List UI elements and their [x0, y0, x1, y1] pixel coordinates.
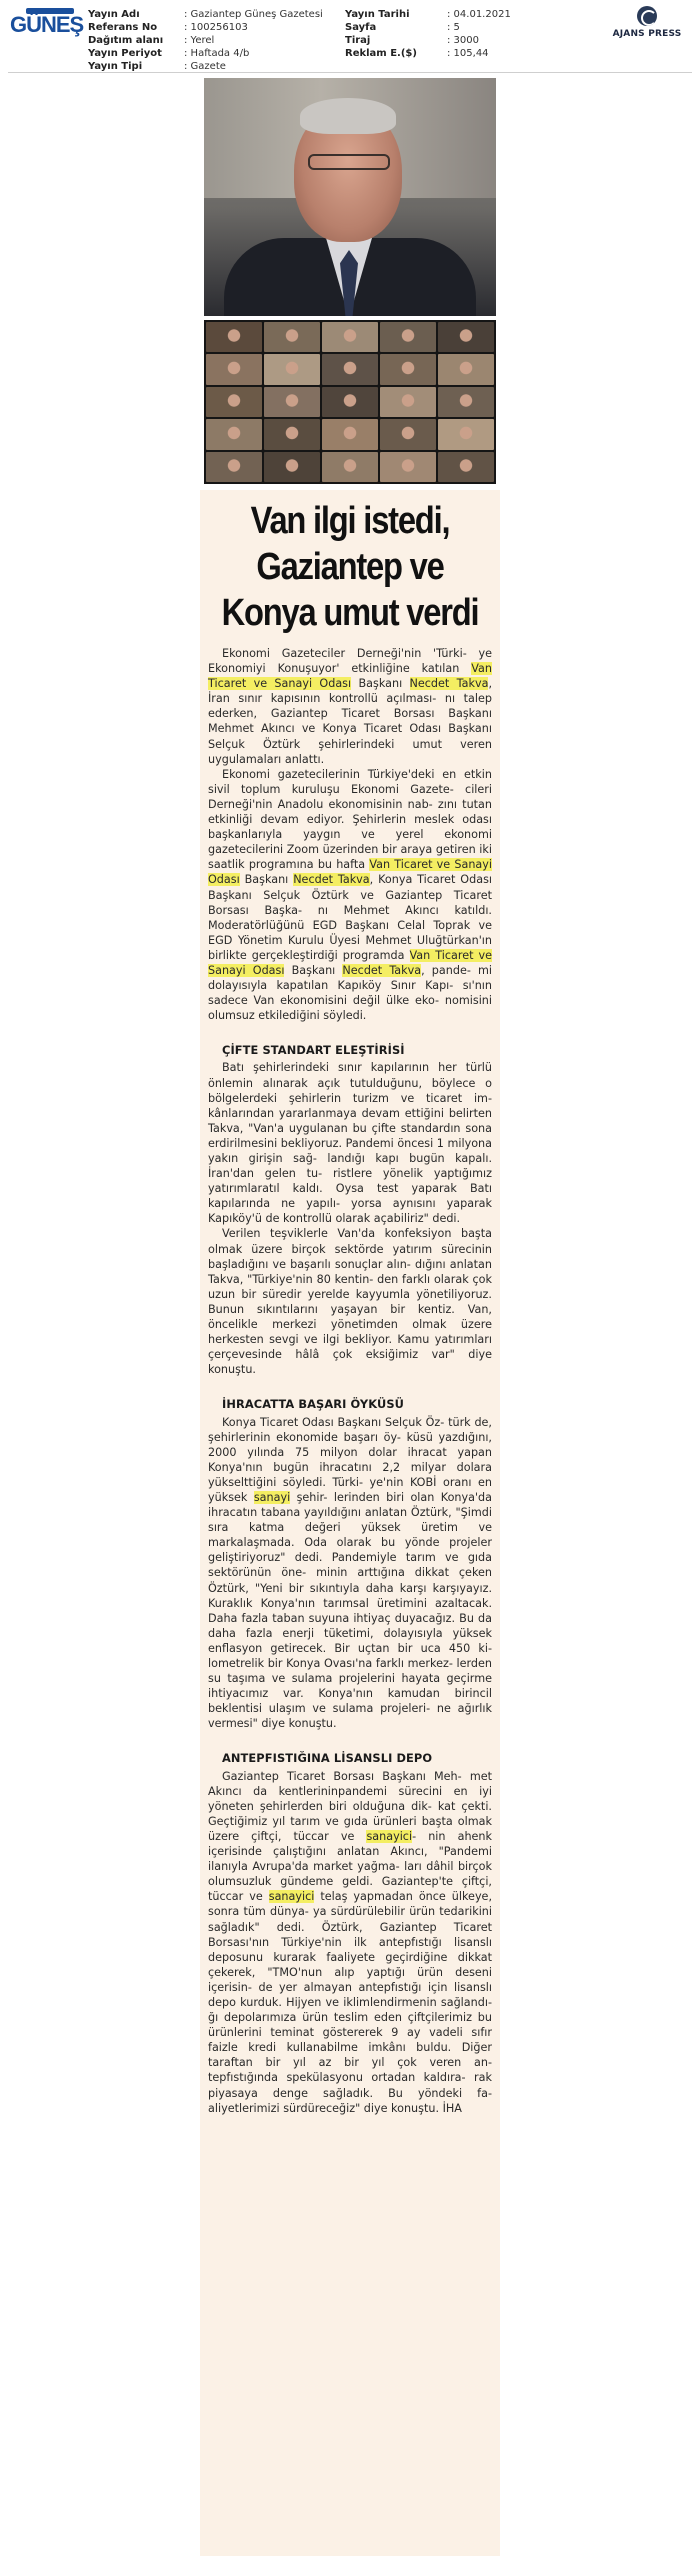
meta-row: [88, 21, 323, 34]
highlighted-term: Necdet Takva: [293, 873, 370, 887]
meta-label: Sayfa: [345, 22, 377, 33]
paragraph-text: Konya Ticaret Odası Başkanı Selçuk Öz- türk de, şehirlerinin ekonomide başarı öy- küsü yazdığını, 2000 yılında 75 milyon dolar ihracat yapan Konya'nın bugün ihracatını 2,2 milyar dolara yükselttiğini söyledi. Türki- ye'nin KOBİ oranı en yüksek: [208, 1415, 492, 1504]
meta-value: : Gazete: [184, 61, 226, 72]
section-intro: [208, 646, 492, 1023]
meta-row: [88, 34, 323, 47]
zoom-gallery-photo: [204, 320, 496, 484]
participant-tile: [322, 452, 378, 482]
meta-label: Yayın Tarihi: [345, 9, 410, 20]
section-licensed-depot: [208, 1769, 492, 2116]
article-paragraph: [208, 1769, 492, 2116]
participant-tile: [322, 419, 378, 449]
meta-row: [345, 47, 511, 60]
agency-icon: [637, 6, 657, 26]
highlighted-term: Van Ticaret ve Sanayi Odası: [208, 858, 492, 887]
article-paragraph: [208, 646, 492, 767]
participant-tile: [264, 452, 320, 482]
paragraph-text: Gaziantep Ticaret Borsası Başkanı Meh- met Akıncı da kentlerininpandemi sürecini en iyi yöneten şehirlerden biri olduğuna dik- kat çekti. Geçtiğimiz yıl tarım ve gıda ürünleri başta olmak üzere çiftçi, tüccar ve: [208, 1769, 492, 1843]
participant-tile: [206, 387, 262, 417]
meta-value: : 100256103: [184, 22, 248, 33]
photo-glasses: [308, 154, 390, 170]
section-double-standard: [208, 1060, 492, 1377]
participant-tile: [438, 322, 494, 352]
participant-tile: [322, 354, 378, 384]
participant-tile: [206, 419, 262, 449]
subheading-double-standard: ÇİFTE STANDART ELEŞTİRİSİ: [222, 1043, 405, 1058]
participant-tile: [438, 419, 494, 449]
article-paragraph: [208, 767, 492, 1024]
article-paragraph: [208, 1226, 492, 1377]
meta-value: : Yerel: [184, 35, 215, 46]
paragraph-text: Başkanı: [239, 873, 294, 887]
agency-logo: [604, 6, 690, 46]
subheading-export-success: İHRACATTA BAŞARI ÖYKÜSÜ: [222, 1397, 404, 1412]
paragraph-text: Verilen teşviklerle Van'da konfeksiyon başta olmak üzere birçok sektörde yatırım sürecinin başladığını ve başarılı sonuçlar alın- dığını anlatan Takva, "Türkiye'nin 80 kentin- den farklı olarak çok uzun bir süredir yerelde kayyumla yönetiliyoruz. Bunun sıkıntılarını yaşayan bir kentiz. Van, öncelikle merkezi yönetimden olmak üzere herkesten sevgi ve ilgi bekliyor. Kamu yatırımları çerçevesinde hâlâ çok eksiğimiz var" diye konuştu.: [208, 1227, 492, 1377]
paragraph-text: , İran sınır kapısının kontrollü açılması- nı talep ederken, Gaziantep Ticaret Borsası Başkanı Mehmet Akıncı ve Konya Ticaret Odası Başkanı Selçuk Öztürk şehirlerindeki umut veren uygulamaları anlattı.: [208, 677, 493, 766]
participant-tile: [206, 452, 262, 482]
paragraph-text: Batı şehirlerindeki sınır kapılarının her türlü önlemin alınarak açık tutulduğunu, böylece o bölgelerdeki şehirlerin turizm ve ticaret im- kânlarından yararlanmaya devam ettiğini belirten Takva, "Van'a uygulanan bu çifte standardın sona erdirilmesini bekliyoruz. Pandemi öncesi 1 milyona yakın girişin sağ- landığı kapı bugün kapalı. İran'dan gelen tu- ristlere yönelik yaptığımız yatırımlaratıl kaldı. Oysa test yaparak Batı kapılarında ne yapılı- yorsa aynısını yaparak Kapıköy'ü de kontrollü olarak açabiliriz" dedi.: [208, 1061, 493, 1226]
participant-tile: [264, 322, 320, 352]
paragraph-text: - nin ahenk içerisinde çalıştığını anlatan Akıncı, "Pandemi ilanıyla Avrupa'da market yağma- ları dâhil birçok olumsuzluk gündeme geldi. Gaziantep'te çiftçi, tüccar ve: [208, 1829, 492, 1904]
meta-value: : 105,44: [447, 48, 489, 59]
participant-tile: [322, 387, 378, 417]
participant-tile: [438, 354, 494, 384]
paragraph-text: Başkanı: [351, 677, 410, 691]
meta-label: Referans No: [88, 22, 158, 33]
photo-hair: [300, 98, 396, 134]
meta-right: [345, 8, 511, 60]
participant-tile: [322, 322, 378, 352]
meta-value: : 04.01.2021: [447, 9, 511, 20]
highlighted-term: Necdet Takva: [409, 677, 489, 691]
participant-tile: [380, 387, 436, 417]
highlighted-term: Necdet Takva: [342, 963, 422, 977]
paragraph-text: Ekonomi Gazeteciler Derneği'nin 'Türki- ye Ekonomiyi Konuşuyor' etkinliğine katılan: [208, 647, 492, 676]
article-headline: [200, 498, 500, 636]
participant-tile: [380, 322, 436, 352]
highlighted-term: Van Ticaret ve Sanayi Odası: [208, 948, 492, 977]
participant-tile: [264, 419, 320, 449]
meta-label: Dağıtım alanı: [88, 35, 164, 46]
meta-value: : Gaziantep Güneş Gazetesi: [184, 9, 323, 20]
meta-value: : 5: [447, 22, 460, 33]
agency-name: AJANS PRESS: [612, 29, 682, 39]
participant-tile: [380, 354, 436, 384]
article-body: [200, 636, 500, 2116]
meta-row: [88, 47, 323, 60]
highlighted-term: sanayi: [253, 1490, 291, 1504]
highlighted-term: sanayici: [366, 1829, 413, 1843]
meta-label: Yayın Tipi: [88, 61, 143, 72]
participant-tile: [264, 387, 320, 417]
meta-left: [88, 8, 323, 73]
meta-value: : Haftada 4/b: [184, 48, 250, 59]
paragraph-text: Ekonomi gazetecilerinin Türkiye'deki en etkin sivil toplum kuruluşu Ekonomi Gazete- cileri Derneği'nin Anadolu ekonomisinin nab- zını tutan etkinliği devam ediyor. Şehirlerin meslek odası başkanlarıyla yaygın ve yerel ekonomi gazetecilerini Zoom üzerinden bir araya getiren iki saatlik programına bu hafta: [208, 767, 492, 872]
meta-row: [345, 34, 511, 47]
article-paragraph: [208, 1060, 492, 1226]
headline-line: Gaziantep ve: [256, 546, 444, 588]
paragraph-text: telaş yapmadan önce ülkeye, sonra tüm dünya- ya sürdürülebilir ürün tedarikini sağladık" dedi. Öztürk, Gaziantep Ticaret Borsası'nın Türkiye'nin ilk antepfıstığı lisanslı deposunu kurarak faaliyete geçirdiğine dikkat çekerek, "TMO'nun alıp yaptığı ürün deseni içerisin- de yer almayan antepfıstığı için lisanslı depo kurduk. Hijyen ve iklimlendirmenin sağlandı- ğı depolarımıza ürün teslim eden çiftçilerimiz bu ürünlerini teminat göstererek 9 ay vadeli sıfır faizle kredi kullanabilme imkânı buldu. Diğer taraftan bir yıl az bir yıl çok veren an- tepfıstığında spekülasyonu ortadan kaldıra- rak piyasaya denge sağladık. Bu yöndeki fa- aliyetlerimizi sürdüreceğiz" diye konuştu. İHA: [208, 1890, 493, 2115]
subheading-licensed-depot: ANTEPFISTIĞINA LİSANSLI DEPO: [222, 1751, 433, 1766]
article-paragraph: [208, 1415, 492, 1732]
paragraph-text: , pande- mi dolayısıyla kapatılan Kapıköy Sınır Kapı- sı'nın sadece Van ekonomisini değil ülke eko- nomisini olumsuz etkilediğini söyledi.: [208, 963, 493, 1023]
meta-label: Yayın Adı: [88, 9, 140, 20]
participant-tile: [206, 322, 262, 352]
logo-wordmark: GÜNEŞ: [10, 12, 84, 37]
paragraph-text: Başkanı: [284, 963, 343, 977]
participant-tile: [206, 354, 262, 384]
section-export-success: [208, 1415, 492, 1732]
highlighted-term: sanayici: [268, 1890, 315, 1904]
participant-tile: [438, 452, 494, 482]
participant-tile: [264, 354, 320, 384]
headline-line: Van ilgi istedi,: [250, 500, 450, 542]
participant-tile: [380, 419, 436, 449]
paragraph-text: , Konya Ticaret Odası Başkanı Selçuk Öztürk ve Gaziantep Ticaret Borsası Başka- nı Mehmet Akıncı katıldı. Moderatörlüğünü EGD Başkanı Celal Toprak ve EGD Yönetim Kurulu Üyesi Mehmet Uluğtürkan'ın birlikte gerçekleştirdiği programda: [208, 873, 493, 962]
meta-label: Tiraj: [345, 35, 371, 46]
meta-value: : 3000: [447, 35, 479, 46]
meta-row: [345, 21, 511, 34]
meta-label: Reklam E.($): [345, 48, 417, 59]
highlighted-term: Van Ticaret ve Sanayi Odası: [208, 662, 492, 691]
headline-line: Konya umut verdi: [221, 592, 479, 634]
participant-tile: [380, 452, 436, 482]
newspaper-logo: [10, 8, 84, 38]
meta-row: [345, 8, 511, 21]
meta-row: [88, 8, 323, 21]
paragraph-text: şehir- lerinden biri olan Konya'da ihracatın tabana yayıldığını anlatan Öztürk, "Şimdi sıra katma değeri yüksek üretim ve markalaşmada. Oda olarak bu yönde projeler geliştiriyoruz" dedi. Pandemiyle tarım ve gıda sektörünün öne- minin arttığına dikkat çeken Öztürk, "Yeni bir sıkıntıyla daha karşı karşıyayız. Kuraklık Konya'nın tarımsal üretimini azaltacak. Daha fazla taban suyuna ihtiyaç duyacağız. Bu da daha fazla enerji tüketimi, dolayısıyla yüksek enflasyon getirecek. Bir uçtan bir uca 450 ki- lometrelik bir Konya Ovası'na farklı merkez- lerden su taşıma ve sulama projelerini hayata geçirme ihtiyacımız var. Konya'nın kamudan birincil beklentisi ulaşım ve sulama projeleri- ne ağırlık vermesi" diye konuştu.: [208, 1490, 493, 1731]
clipping-header: [0, 0, 700, 70]
meta-label: Yayın Periyot: [88, 48, 162, 59]
header-divider: [8, 72, 692, 73]
participant-tile: [438, 387, 494, 417]
article: [200, 490, 500, 2556]
speaker-photo: [204, 78, 496, 316]
